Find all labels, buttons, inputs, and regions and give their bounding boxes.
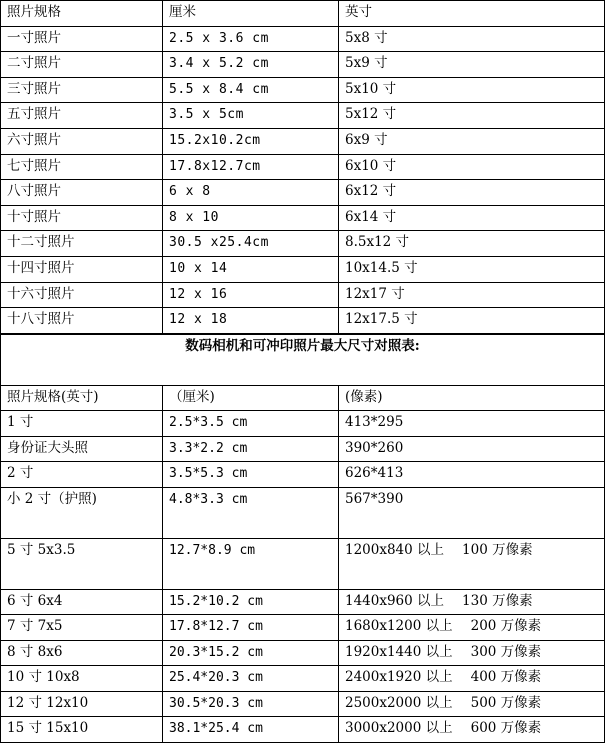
cm-cell: 12.7*8.9 cm (163, 538, 339, 589)
pixel-cell (339, 666, 605, 692)
inch-cell: 5x9 寸 (339, 52, 605, 78)
spec-cell: 12 寸 12x10 (1, 691, 163, 717)
table-row (1, 26, 605, 52)
megapixel-value: 100 万像素 (462, 541, 533, 558)
camera-print-size-table (0, 334, 605, 743)
spec-cell: 1 寸 (1, 411, 163, 437)
table-header-row (1, 1, 605, 27)
pixel-cell (339, 691, 605, 717)
table-row (1, 538, 605, 589)
pixel-value: 3000x2000 以上 (345, 720, 453, 737)
cm-cell: 30.5*20.3 cm (163, 691, 339, 717)
size-name-cell: 三寸照片 (1, 77, 163, 103)
table-row (1, 411, 605, 437)
cm-cell: 3.5*5.3 cm (163, 462, 339, 488)
pixel-cell (339, 589, 605, 615)
table-row (1, 691, 605, 717)
cm-cell: 10 x 14 (163, 256, 339, 282)
size-name-cell: 十二寸照片 (1, 231, 163, 257)
size-name-cell: 七寸照片 (1, 154, 163, 180)
cm-cell: 12 x 16 (163, 282, 339, 308)
cm-cell: 6 x 8 (163, 180, 339, 206)
cm-cell: 17.8x12.7cm (163, 154, 339, 180)
section-title-row (1, 334, 605, 385)
header-cell: 厘米 (163, 1, 339, 27)
megapixel-value: 600 万像素 (470, 720, 542, 737)
inch-cell: 12x17.5 寸 (339, 308, 605, 334)
cm-cell: 12 x 18 (163, 308, 339, 334)
size-name-cell: 十六寸照片 (1, 282, 163, 308)
cm-cell: 15.2x10.2cm (163, 128, 339, 154)
cm-cell: 3.4 x 5.2 cm (163, 52, 339, 78)
spec-cell: 7 寸 7x5 (1, 615, 163, 641)
inch-cell: 5x8 寸 (339, 26, 605, 52)
table-row (1, 487, 605, 538)
table-row (1, 231, 605, 257)
table-row (1, 308, 605, 334)
spec-cell: 5 寸 5x3.5 (1, 538, 163, 589)
table-row (1, 180, 605, 206)
pixel-value: 1920x1440 以上 (345, 643, 453, 660)
cm-cell: 25.4*20.3 cm (163, 666, 339, 692)
table-row (1, 640, 605, 666)
table-row (1, 103, 605, 129)
cm-cell: 20.3*15.2 cm (163, 640, 339, 666)
header-cell: （厘米) (163, 385, 339, 411)
table-row (1, 77, 605, 103)
size-name-cell: 十寸照片 (1, 205, 163, 231)
spec-cell: 身份证大头照 (1, 436, 163, 462)
cm-cell: 2.5 x 3.6 cm (163, 26, 339, 52)
table-row (1, 256, 605, 282)
pixel-cell (339, 487, 605, 538)
cm-cell: 4.8*3.3 cm (163, 487, 339, 538)
pixel-value: 1440x960 以上 (345, 592, 445, 609)
table-row (1, 205, 605, 231)
megapixel-value: 500 万像素 (470, 694, 542, 711)
pixel-cell (339, 538, 605, 589)
pixel-value: 626*413 (345, 465, 404, 482)
pixel-cell (339, 436, 605, 462)
cm-cell: 3.3*2.2 cm (163, 436, 339, 462)
header-cell: 英寸 (339, 1, 605, 27)
pixel-cell (339, 717, 605, 743)
cm-cell: 2.5*3.5 cm (163, 411, 339, 437)
cm-cell: 5.5 x 8.4 cm (163, 77, 339, 103)
size-name-cell: 十八寸照片 (1, 308, 163, 334)
photo-size-table (0, 0, 605, 334)
megapixel-value: 400 万像素 (470, 669, 542, 686)
inch-cell: 10x14.5 寸 (339, 256, 605, 282)
pixel-cell (339, 640, 605, 666)
table-row (1, 717, 605, 743)
megapixel-value: 300 万像素 (470, 643, 542, 660)
inch-cell: 6x9 寸 (339, 128, 605, 154)
inch-cell: 6x10 寸 (339, 154, 605, 180)
inch-cell: 5x10 寸 (339, 77, 605, 103)
spec-cell: 15 寸 15x10 (1, 717, 163, 743)
pixel-value: 2500x2000 以上 (345, 694, 453, 711)
pixel-value: 1200x840 以上 (345, 541, 445, 558)
table-row (1, 154, 605, 180)
table-row (1, 462, 605, 488)
pixel-cell (339, 411, 605, 437)
cm-cell: 17.8*12.7 cm (163, 615, 339, 641)
size-name-cell: 五寸照片 (1, 103, 163, 129)
cm-cell: 38.1*25.4 cm (163, 717, 339, 743)
inch-cell: 12x17 寸 (339, 282, 605, 308)
header-cell: (像素) (339, 385, 605, 411)
table-row (1, 615, 605, 641)
table-row (1, 128, 605, 154)
cm-cell: 3.5 x 5cm (163, 103, 339, 129)
pixel-cell (339, 462, 605, 488)
inch-cell: 6x12 寸 (339, 180, 605, 206)
camera-print-size-table-body (1, 334, 605, 742)
spec-cell: 2 寸 (1, 462, 163, 488)
header-cell: 照片规格 (1, 1, 163, 27)
cm-cell: 30.5 x25.4cm (163, 231, 339, 257)
pixel-value: 1680x1200 以上 (345, 618, 453, 635)
photo-size-table-body (1, 1, 605, 334)
header-cell: 照片规格(英寸) (1, 385, 163, 411)
inch-cell: 6x14 寸 (339, 205, 605, 231)
pixel-value: 567*390 (345, 490, 404, 507)
inch-cell: 5x12 寸 (339, 103, 605, 129)
inch-cell: 8.5x12 寸 (339, 231, 605, 257)
spec-cell: 小 2 寸（护照) (1, 487, 163, 538)
cm-cell: 15.2*10.2 cm (163, 589, 339, 615)
spec-cell: 8 寸 8x6 (1, 640, 163, 666)
size-name-cell: 十四寸照片 (1, 256, 163, 282)
table-row (1, 436, 605, 462)
table-row (1, 52, 605, 78)
size-name-cell: 六寸照片 (1, 128, 163, 154)
pixel-value: 2400x1920 以上 (345, 669, 453, 686)
megapixel-value: 200 万像素 (470, 618, 542, 635)
pixel-value: 413*295 (345, 414, 404, 431)
table-header-row (1, 385, 605, 411)
spec-cell: 10 寸 10x8 (1, 666, 163, 692)
pixel-cell (339, 615, 605, 641)
size-name-cell: 二寸照片 (1, 52, 163, 78)
size-name-cell: 八寸照片 (1, 180, 163, 206)
table-row (1, 666, 605, 692)
pixel-value: 390*260 (345, 439, 404, 456)
megapixel-value: 130 万像素 (462, 592, 533, 609)
size-name-cell: 一寸照片 (1, 26, 163, 52)
table-row (1, 282, 605, 308)
spec-cell: 6 寸 6x4 (1, 589, 163, 615)
section-title: 数码相机和可冲印照片最大尺寸对照表: (1, 334, 605, 385)
cm-cell: 8 x 10 (163, 205, 339, 231)
table-row (1, 589, 605, 615)
